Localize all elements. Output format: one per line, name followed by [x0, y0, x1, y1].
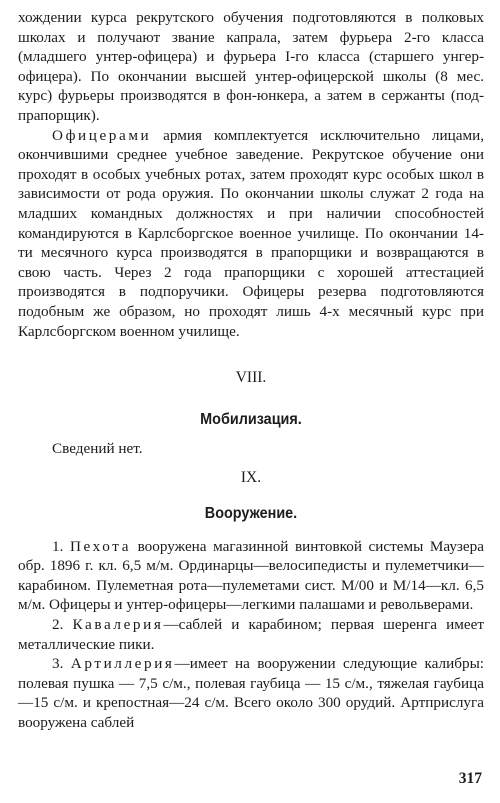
section-numeral-ix: IX.	[240, 468, 262, 486]
spaced-lead-cavalry: Кавалерия	[72, 616, 164, 634]
armament-item-artillery	[18, 654, 484, 732]
item-number-2: 2.	[52, 616, 73, 634]
mobilization-text: Сведений нет.	[52, 440, 143, 458]
armament-item-cavalry-body: —саблей и карабином; первая шеренга имеет металлические пики.	[18, 616, 484, 653]
armament-item-artillery-body: —имеет на вооружении следующие калибры: полевая пушка — 7,5 с/м., полевая гаубица — 15 с/м., тяжелая гаубица—15 с/м. и крепостная—24 с/м. Всего около 300 орудий. Артприслуга вооружена саблей	[18, 655, 485, 732]
armament-item-infantry	[18, 537, 484, 615]
section-heading-mobilization: Мобилизация.	[200, 411, 302, 429]
section-heading-armament: Вооружение.	[204, 504, 298, 522]
armament-item-cavalry	[18, 615, 484, 654]
spaced-lead-officers: Офицерами	[52, 126, 152, 144]
paragraph-nco-training: хождении курса рекрутского обучения подготовляются в полковых школах и получают звание капрала, затем фурьера 2-го класса (младшего унтер-офицера) и фурьера I-го класса (старшего унгер-офицера). По окончании высшей унтер-офицерской школы (8 мес. курс) фурьеры производятся в фон-юнкера, а затем в сержанты (под-прапорщик).	[18, 9, 484, 124]
spaced-lead-artillery: Артиллерия	[70, 655, 175, 673]
paragraph-officers	[18, 126, 484, 342]
book-page	[18, 8, 484, 733]
section-numeral-viii: VIII.	[235, 369, 267, 387]
spaced-lead-infantry: Пехота	[69, 537, 132, 555]
item-number-3: 3.	[52, 655, 71, 673]
armament-item-infantry-body: вооружена магазинной винтовкой системы Маузера обр. 1896 г. кл. 6,5 м/м. Ординарцы—велосипедисты и пулеметчики—карабином. Пулеметная рота—пулеметами сист. М/00 и М/14—кл. 6,5 м/м. Офицеры и унтер-офицеры—легкими палашами и револьверами.	[18, 537, 484, 614]
page-number: 317	[458, 770, 482, 787]
item-number-1: 1.	[52, 537, 70, 555]
paragraph-officers-body: армия комплектуется исключительно лицами, окончившими среднее учебное заведение. Рекрутское обучение они проходят в особых учебных ротах, затем проходят курс особых школ в зависимости от рода оружия. По окончании школы служат 2 года на младших командных должностях и при наличии способностей командируются в Карлсборгское военное училище. По окончании 14-ти месячного курса производятся в прапорщики и возвращаются в свою часть. Через 2 года прапорщики с хорошей аттестацией производятся в подпоручики. Офицеры резерва подготовляются подобным же образом, но проходят лишь 4-х месячный курс при Карлсборгском военном училище.	[18, 126, 484, 340]
